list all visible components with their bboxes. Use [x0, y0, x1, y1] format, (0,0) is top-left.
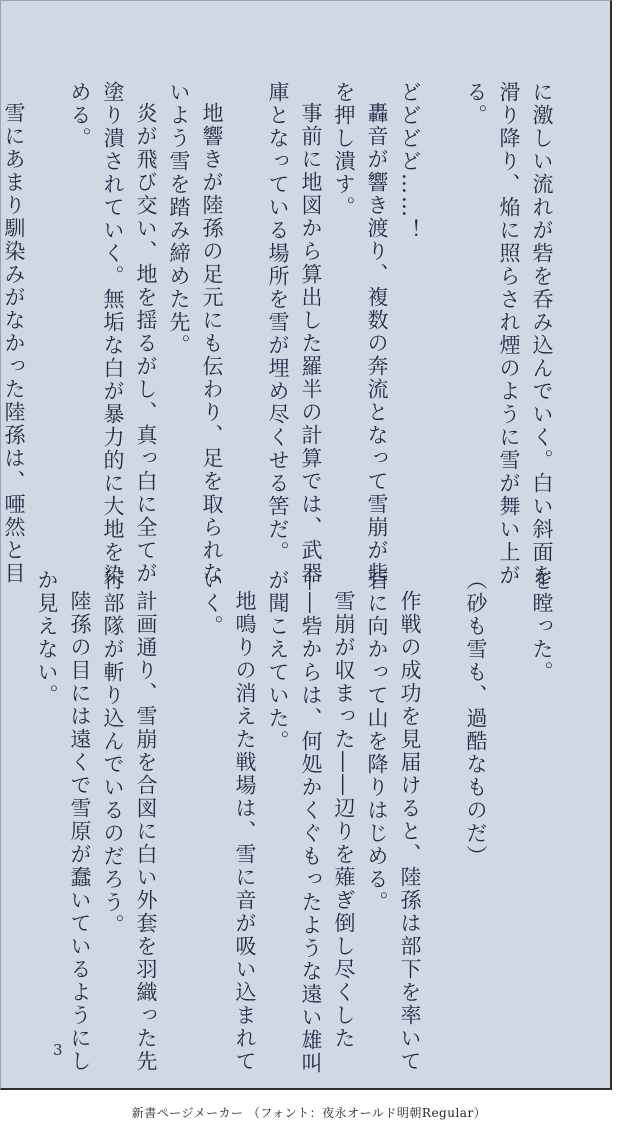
text-line: を押し潰す。	[332, 81, 356, 219]
text-line: 事前に地図から算出した羅半の計算では、武器	[299, 102, 323, 585]
text-line	[228, 81, 261, 541]
text-column-bottom	[0, 569, 558, 1075]
text-line: 塗り潰されていく。無垢な白が暴力的に大地を染	[101, 81, 125, 587]
text-line: 砦に向かって山を降りはじめる。	[365, 569, 389, 914]
text-line: 庫となっている場所を雪が埋め尽くせる筈だ。	[266, 81, 290, 564]
text-line: 雪崩が収まった――辺りを薙ぎ倒し尽くした	[332, 590, 356, 1050]
text-line: どどどど……！	[398, 81, 422, 242]
text-line: 地鳴りの消えた戦場は、雪に音が吸い込まれて	[233, 590, 257, 1073]
text-line: 陸孫の目には遠くで雪原が蠢いているようにし	[68, 590, 92, 1073]
text-line: いよう雪を踏み締めた先。	[167, 81, 191, 357]
text-column-top	[0, 81, 558, 587]
text-line: 地響きが陸孫の足元にも伝わり、足を取られな	[200, 102, 224, 585]
text-line: か見えない。	[35, 569, 59, 707]
text-line: ――砦からは、何処かくぐもったような遠い雄叫	[299, 569, 323, 1075]
text-line	[0, 569, 30, 1029]
text-line	[426, 569, 459, 1029]
text-line: 轟音が響き渡り、複数の奔流となって雪崩が砦	[365, 102, 389, 585]
text-line: 滑り降り、焔に照らされ煙のように雪が舞い上が	[497, 81, 521, 587]
text-line: 雪にあまり馴染みがなかった陸孫は、唖然と目	[2, 102, 26, 585]
text-line: が聞こえていた。	[266, 569, 290, 753]
text-line: る。	[464, 81, 488, 127]
text-line: に激しい流れが砦を呑み込んでいく。白い斜面を	[530, 81, 554, 587]
text-line	[30, 81, 63, 541]
text-line	[162, 569, 195, 1029]
text-line: いく。	[200, 569, 224, 638]
text-line: 炎が飛び交い、地を揺るがし、真っ白に全てが	[134, 102, 158, 585]
page-number: 3	[53, 1041, 63, 1059]
text-line: 作戦の成功を見届けると、陸孫は部下を率いて	[398, 590, 422, 1073]
text-line: める。	[68, 81, 92, 150]
text-line: を瞠った。	[530, 569, 554, 684]
text-line: 行部隊が斬り込んでいるのだろう。	[101, 569, 125, 937]
text-line	[426, 81, 459, 541]
text-line: 計画通り、雪崩を合図に白い外套を羽織った先	[134, 590, 158, 1073]
footer-credit: 新書ページメーカー （フォント：夜永オールド明朝Regular）	[131, 1106, 487, 1120]
text-line: （砂も雪も、過酷なものだ）	[464, 569, 488, 868]
text-line	[492, 569, 525, 1029]
